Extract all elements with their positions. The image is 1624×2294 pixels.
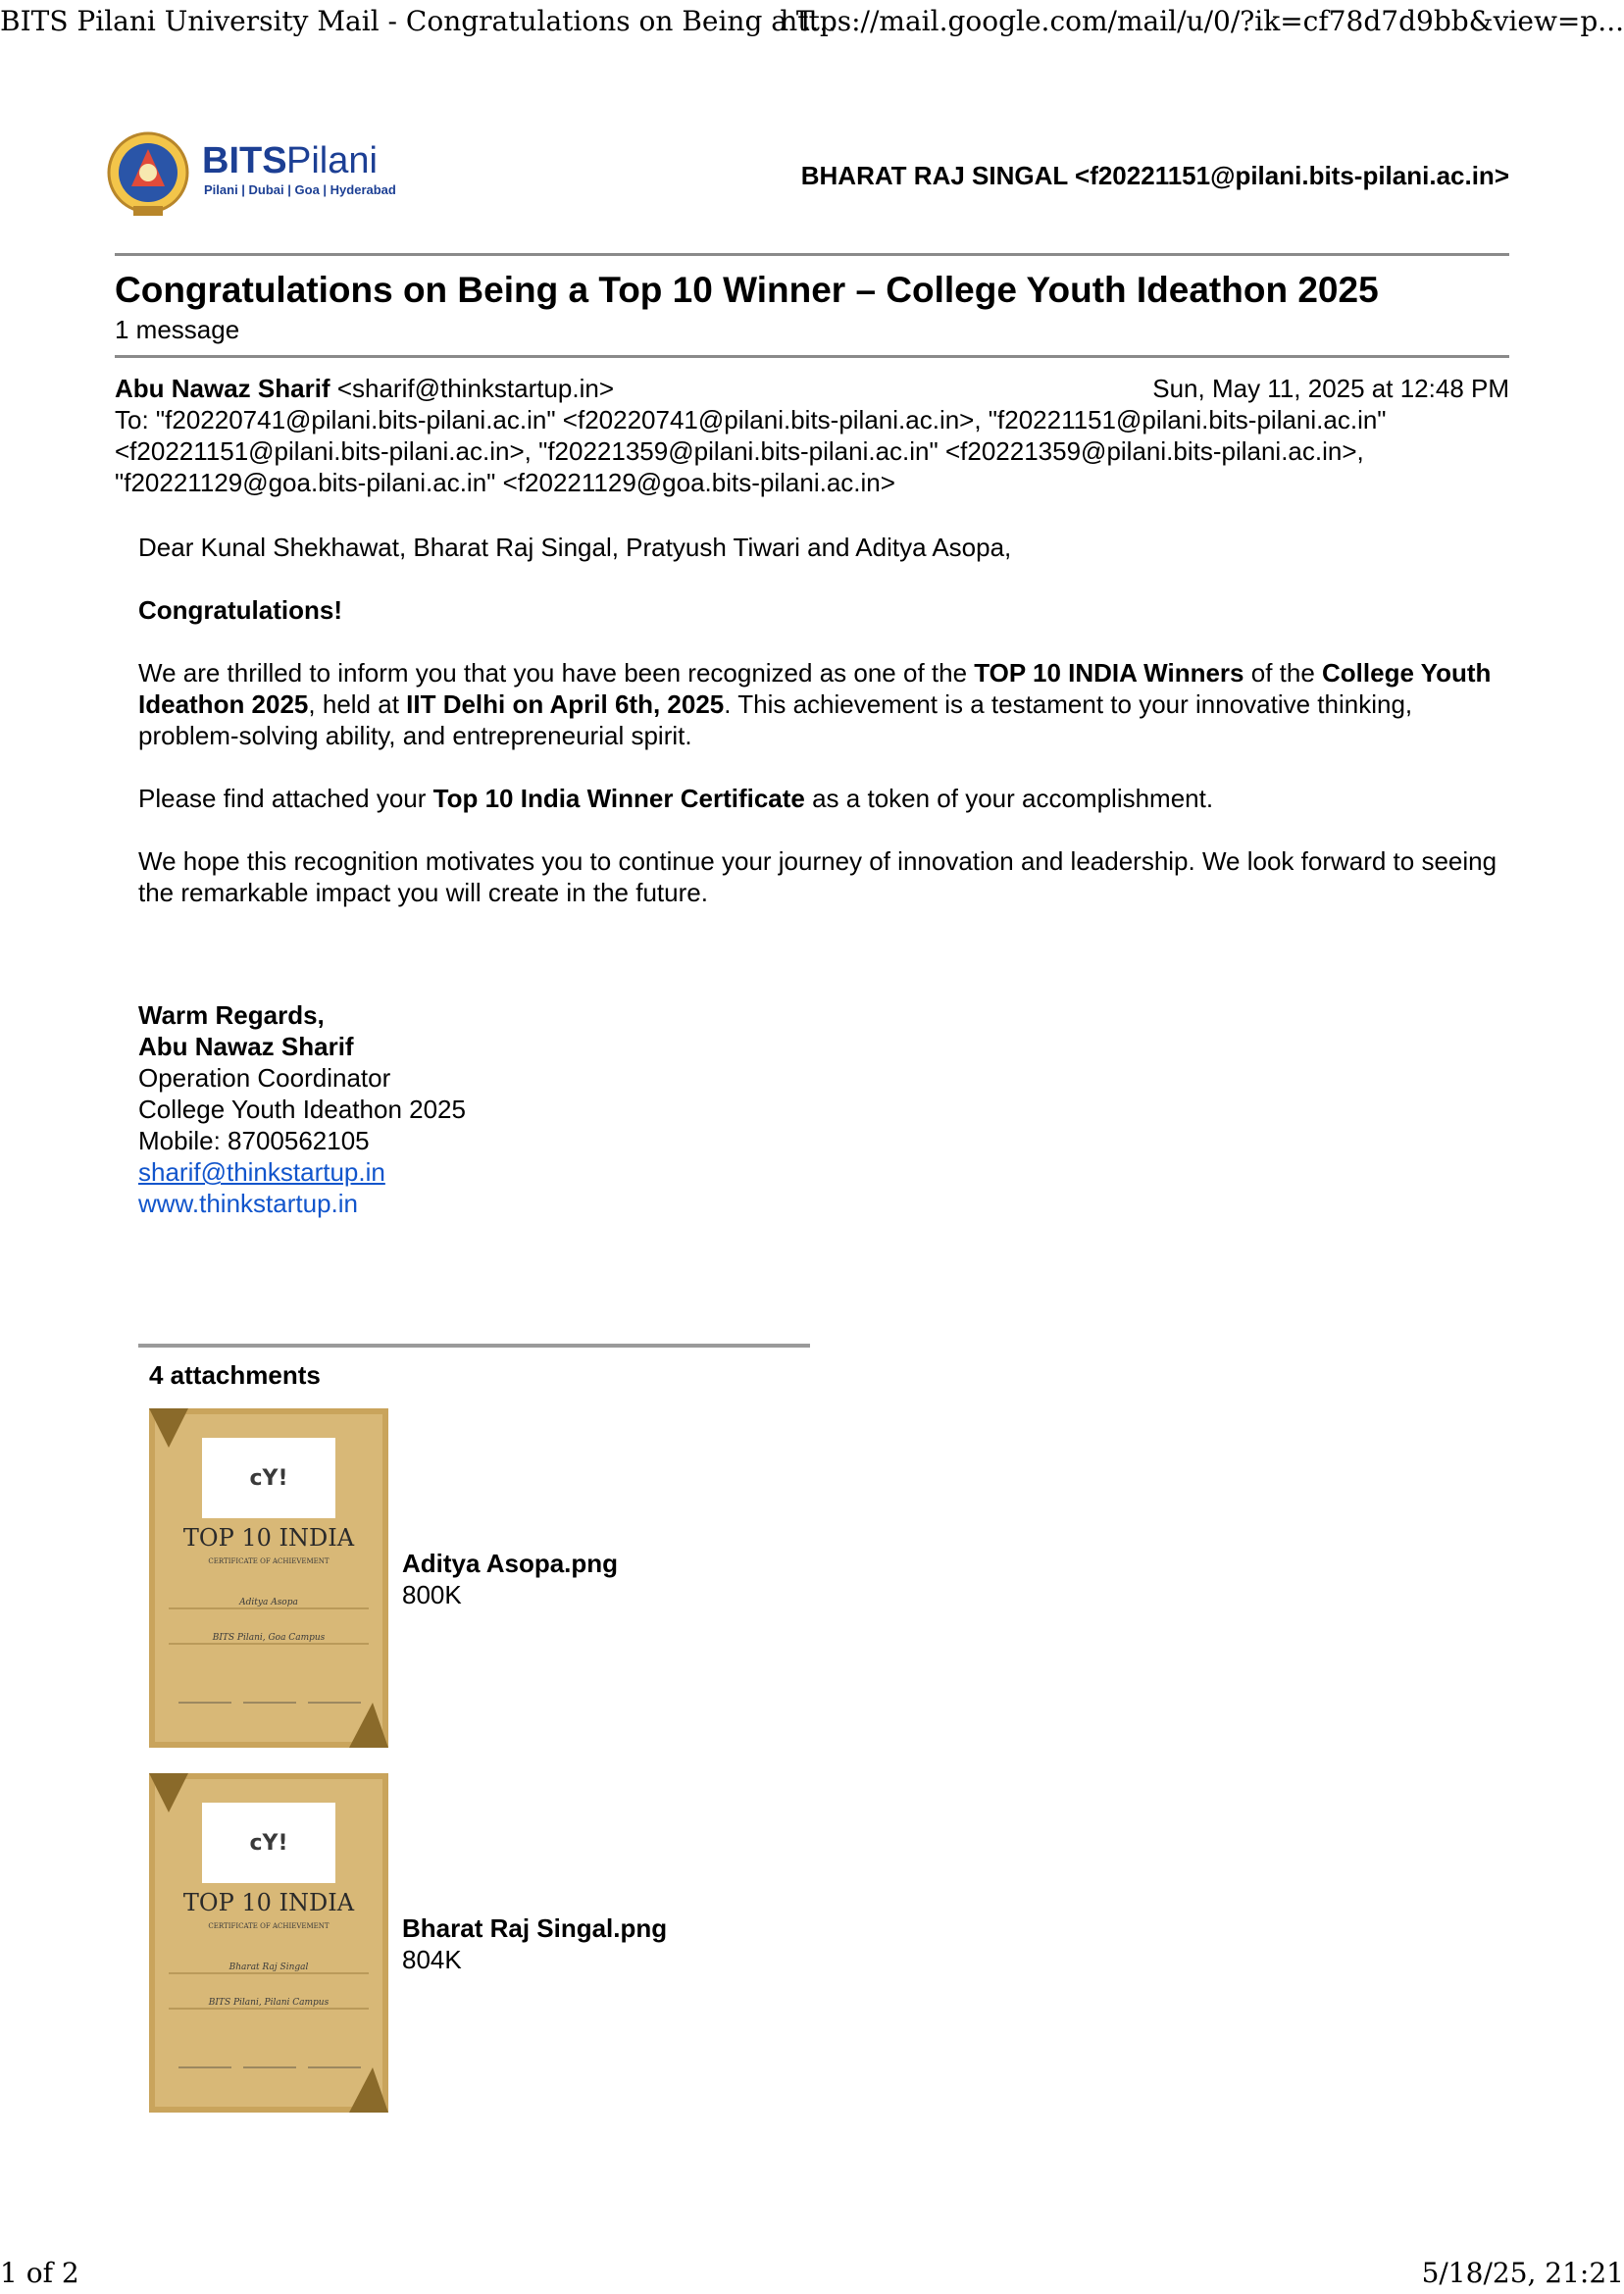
message-count: 1 message [115,315,240,344]
thumbnail-heading: TOP 10 INDIA [182,1889,355,1916]
paragraph-closing: We hope this recognition motivates you to continue your journey of innovation and leadership. We look forward to seeing the remarkable impact you will create in the future. [138,846,1497,907]
logo-brand-light: Pilani [286,140,378,181]
attachments-title: 4 attachments [149,1360,321,1390]
header-divider [115,253,1509,256]
greeting: Dear Kunal Shekhawat, Bharat Raj Singal, Pratyush Tiwari and Aditya Asopa, [138,533,1012,562]
certificate-thumbnail[interactable] [149,1408,388,1748]
print-header [0,2,1624,41]
attachment-filename[interactable]: Aditya Asopa.png [402,1549,619,1578]
logo-campuses: Pilani | Dubai | Goa | Hyderabad [204,182,396,197]
thumbnail-campus: BITS Pilani, Goa Campus [212,1633,326,1643]
attachment-size: 800K [402,1580,462,1609]
message-body [138,532,1511,940]
sender-line [115,373,614,404]
thumbnail-subheading: CERTIFICATE OF ACHIEVEMENT [208,1557,330,1565]
thumbnail-campus: BITS Pilani, Pilani Campus [208,1998,330,2008]
paragraph-attachment-note: Please find attached your Top 10 India Winner Certificate as a token of your accomplishment. [138,784,1214,813]
logo-brand-bold: BITS [202,140,287,181]
sender-name: Abu Nawaz Sharif [115,374,330,403]
print-timestamp: 5/18/25, 21:21 [1421,2257,1624,2289]
certificate-thumbnail[interactable] [149,1773,388,2113]
recipients: To: "f20220741@pilani.bits-pilani.ac.in" <f20220741@pilani.bits-pilani.ac.in>, "f20221151@pilani.bits-pilani.ac.in" <f20221151@pilani.bits-pilani.ac.in>, "f20221359@pilani.bits-pilani.ac.in" <f20221359@pilani.bits-pilani.ac.in>, "f20221129@goa.bits-pilani.ac.in" <f20221129@goa.bits-pilani.ac.in> [115,405,1387,497]
print-page-title: BITS Pilani University Mail - Congratulations on Being a T... [0,5,837,37]
message-date: Sun, May 11, 2025 at 12:48 PM [1152,374,1509,403]
print-footer [0,2256,1624,2291]
signature-org: College Youth Ideathon 2025 [138,1095,466,1124]
subject-divider [115,355,1509,358]
attachment-filename[interactable]: Bharat Raj Singal.png [402,1913,668,1943]
signature-name: Abu Nawaz Sharif [138,1032,354,1061]
attachment-item[interactable] [149,1773,737,2113]
attachments-divider [138,1344,810,1348]
svg-text:cY!: cY! [249,1831,288,1856]
page-number: 1 of 2 [0,2257,79,2289]
thumbnail-recipient: Aditya Asopa [239,1598,298,1607]
bits-pilani-logo [104,126,398,224]
account-identity: BHARAT RAJ SINGAL <f20221151@pilani.bits-pilani.ac.in> [800,161,1509,190]
svg-text:cY!: cY! [249,1466,288,1491]
sender-email: <sharif@thinkstartup.in> [336,374,615,403]
attachment-size: 804K [402,1945,462,1974]
paragraph-announcement: We are thrilled to inform you that you have been recognized as one of the TOP 10 INDIA Winners of the College Youth Ideathon 2025, held at IIT Delhi on April 6th, 2025. This achievement is a testament to your innovative thinking, problem-solving ability, and entrepreneurial spirit. [138,658,1492,750]
signature-mobile: Mobile: 8700562105 [138,1126,370,1155]
thumbnail-heading: TOP 10 INDIA [182,1524,355,1552]
congrats-heading: Congratulations! [138,595,342,625]
signature-regards: Warm Regards, [138,1000,325,1030]
signature [138,999,466,1219]
signature-website-link[interactable]: www.thinkstartup.in [138,1189,358,1218]
signature-role: Operation Coordinator [138,1063,391,1093]
print-page-url: https://mail.google.com/mail/u/0/?ik=cf78d7d9bb&view=p... [780,5,1624,37]
thumbnail-recipient: Bharat Raj Singal [228,1963,309,1972]
thumbnail-subheading: CERTIFICATE OF ACHIEVEMENT [208,1922,330,1930]
signature-email-link[interactable]: sharif@thinkstartup.in [138,1157,385,1187]
attachment-item[interactable] [149,1408,737,1748]
thread-subject: Congratulations on Being a Top 10 Winner – College Youth Ideathon 2025 [115,270,1379,310]
